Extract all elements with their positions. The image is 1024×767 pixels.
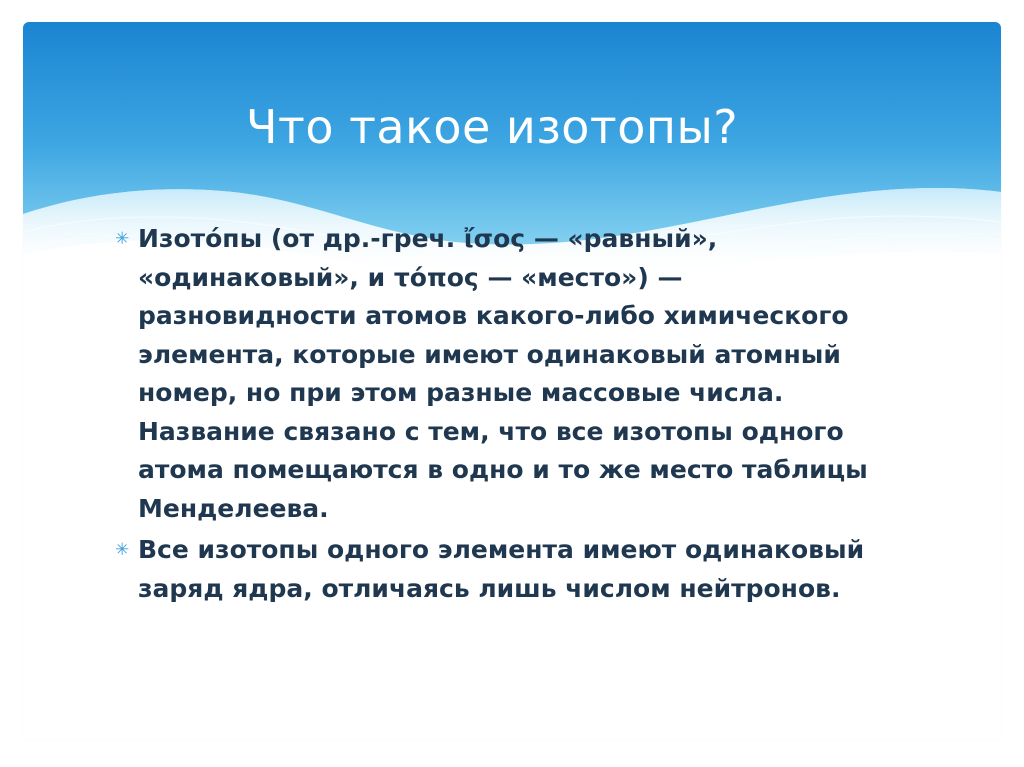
bullet-line: номер, но при этом разные массовые числа. — [138, 378, 784, 407]
bullet-line: разновидности атомов какого-либо химического — [138, 301, 849, 330]
slide-body — [115, 220, 913, 608]
bullet-line: «одинаковый», и τόπος — «место») — — [138, 262, 683, 292]
bullet-line: атома помещаются в одно и то же место таблицы — [138, 455, 868, 484]
star-bullet-icon: ✳ — [115, 229, 130, 249]
slide — [23, 22, 1001, 740]
bullet-line: Менделеева. — [138, 493, 329, 523]
bullet-line: элемента, которые имеют одинаковый атомный — [138, 339, 841, 369]
star-bullet-icon: ✳ — [115, 540, 130, 560]
slide-title: Что такое изотопы? — [246, 100, 739, 154]
bullet-item — [115, 531, 913, 608]
bullet-line: Название связано с тем, что все изотопы одного — [138, 416, 844, 446]
bullet-line: Изото́пы (от др.-греч. ἴσος — «равный», — [138, 224, 718, 253]
bullet-line: Все изотопы одного элемента имеют одинаковый — [138, 535, 865, 564]
bullet-item — [115, 220, 913, 528]
bullet-line: заряд ядра, отличаясь лишь числом нейтронов. — [138, 573, 841, 603]
